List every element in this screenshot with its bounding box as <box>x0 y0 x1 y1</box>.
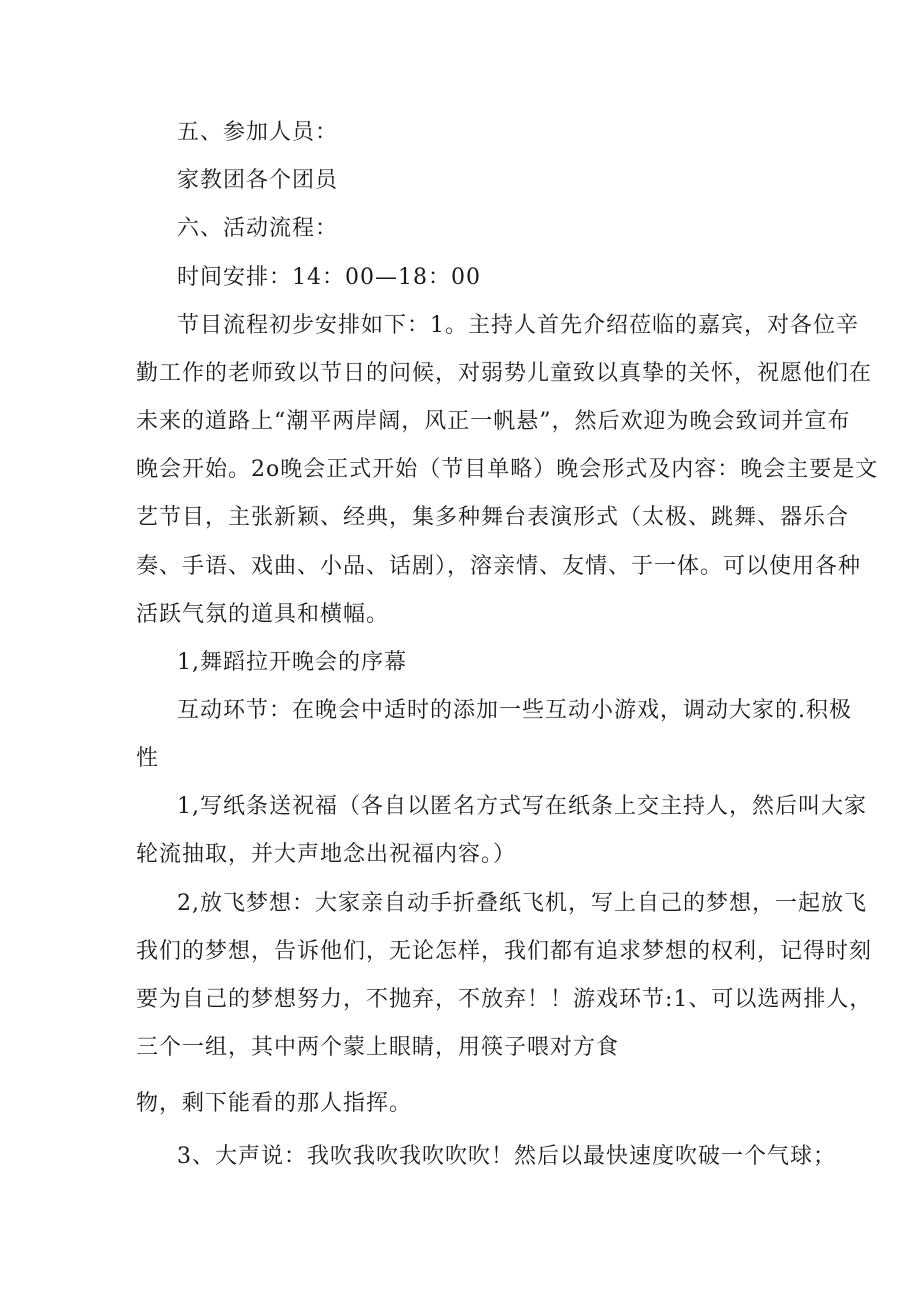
paragraph-line: 勤工作的老师致以节日的问候，对弱势儿童致以真挚的关怀，祝愿他们在 <box>136 361 873 386</box>
paragraph-line: 家教团各个团员 <box>177 168 339 193</box>
paragraph-line: 我们的梦想，告诉他们，无论怎样，我们都有追求梦想的权利，记得时刻 <box>136 939 873 964</box>
paragraph-line: 奏、手语、戏曲、小品、话剧），溶亲情、友情、于一体。可以使用各种 <box>136 554 862 579</box>
heading-activity-process: 六、活动流程： <box>177 216 339 241</box>
paragraph-line: 未来的道路上“潮平两岸阔，风正一帆悬”，然后欢迎为晚会致词并宣布 <box>136 409 851 434</box>
paragraph-line: 互动环节：在晚会中适时的添加一些互动小游戏，调动大家的.积极 <box>177 698 852 723</box>
paragraph-line: 物，剩下能看的那人指挥。 <box>136 1091 413 1116</box>
paragraph-line: 三个一组，其中两个蒙上眼睛，用筷子喂对方食 <box>136 1035 620 1060</box>
paragraph-line: 节目流程初步安排如下：1。主持人首先介绍莅临的嘉宾，对各位辛 <box>177 313 859 338</box>
paragraph-line: 1,写纸条送祝福（各自以匿名方式写在纸条上交主持人，然后叫大家 <box>177 794 867 819</box>
paragraph-line: 2,放飞梦想：大家亲自动手折叠纸飞机，写上自己的梦想，一起放飞 <box>177 891 867 916</box>
paragraph-line: 要为自己的梦想努力，不抛弃，不放弃！！游戏环节:1、可以选两排人， <box>136 987 873 1012</box>
paragraph-line: 时间安排：14：00—18：00 <box>177 265 481 290</box>
paragraph-line: 晚会开始。2o晚会正式开始（节目单略）晚会形式及内容：晚会主要是文 <box>136 457 879 482</box>
paragraph-line: 轮流抽取，并大声地念出祝福内容。） <box>136 842 517 867</box>
paragraph-line: 3、大声说：我吹我吹我吹吹吹！然后以最快速度吹破一个气球； <box>177 1144 836 1169</box>
paragraph-line: 性 <box>136 746 160 771</box>
paragraph-line: 艺节目，主张新颖、经典，集多种舞台表演形式（太极、跳舞、器乐合 <box>136 505 850 530</box>
paragraph-line: 活跃气氛的道具和横幅。 <box>136 602 390 627</box>
heading-participants: 五、参加人员： <box>177 120 339 145</box>
paragraph-line: 1,舞蹈拉开晚会的序幕 <box>177 650 407 675</box>
